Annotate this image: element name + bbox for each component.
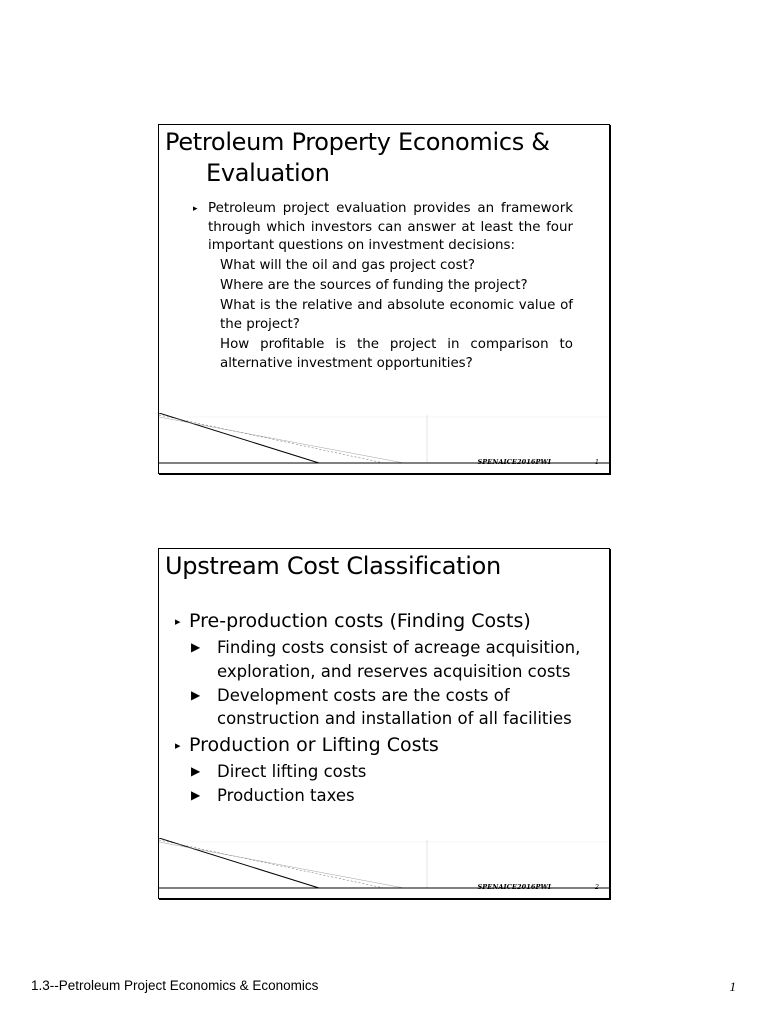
slide-1-main-point [193,200,573,256]
question-item: What is the relative and absolute economic value of the project? [220,298,573,333]
sub-list-item-label: Production taxes [217,785,355,805]
triangle-right-icon: ▸ [193,204,198,214]
triangle-right-icon: ▶ [191,687,201,702]
question-item: How profitable is the project in comparison to alternative investment opportunities? [220,337,573,371]
sub-list-item [191,684,595,731]
slide-1-body [193,200,573,373]
slide-1-footer: SPENAICE2016PWI [477,458,551,466]
triangle-right-icon: ▶ [191,640,201,654]
list-item [175,609,595,634]
question-item: Where are the sources of funding the project? [220,278,528,294]
sub-list-item [191,760,595,784]
slide-2-title: Upstream Cost Classification [165,552,501,580]
triangle-right-icon: ▶ [191,763,201,778]
main-point-text: Petroleum project evaluation provides an framework through which investors can answer at least the four important questions on investment decisions: [208,201,573,254]
triangle-right-icon: ▸ [175,615,181,628]
list-item-label: Production or Lifting Costs [189,733,439,756]
sub-list-item [191,636,595,683]
slide-2 [158,548,610,899]
sub-list-item [191,784,595,808]
list-item [175,733,595,758]
triangle-right-icon: ▸ [175,738,181,752]
slide-1-title-line-1: Petroleum Property Economics & [165,128,550,156]
slide-1-title-line-2: Evaluation [206,159,330,187]
slide-1-title [165,127,550,189]
slide-2-number: 2 [594,883,599,891]
slide-2-body [175,609,595,808]
list-item-label: Pre-production costs (Finding Costs) [189,610,531,632]
sub-list-item-label: Development costs are the costs of construction and installation of all facilities [217,685,572,728]
sub-list-item-label: Finding costs consist of acreage acquisition, exploration, and reserves acquisition costs [217,638,581,681]
triangle-right-icon: ▶ [191,787,201,802]
sub-list-item-label: Direct lifting costs [217,761,367,781]
page-footer-title: 1.3--Petroleum Project Economics & Economics [31,978,319,993]
slide-1 [158,124,610,474]
slide-1-number: 1 [594,458,599,466]
question-item: What will the oil and gas project cost? [220,258,475,274]
slide-2-footer: SPENAICE2016PWI [477,883,551,891]
page-number: 1 [729,979,736,994]
